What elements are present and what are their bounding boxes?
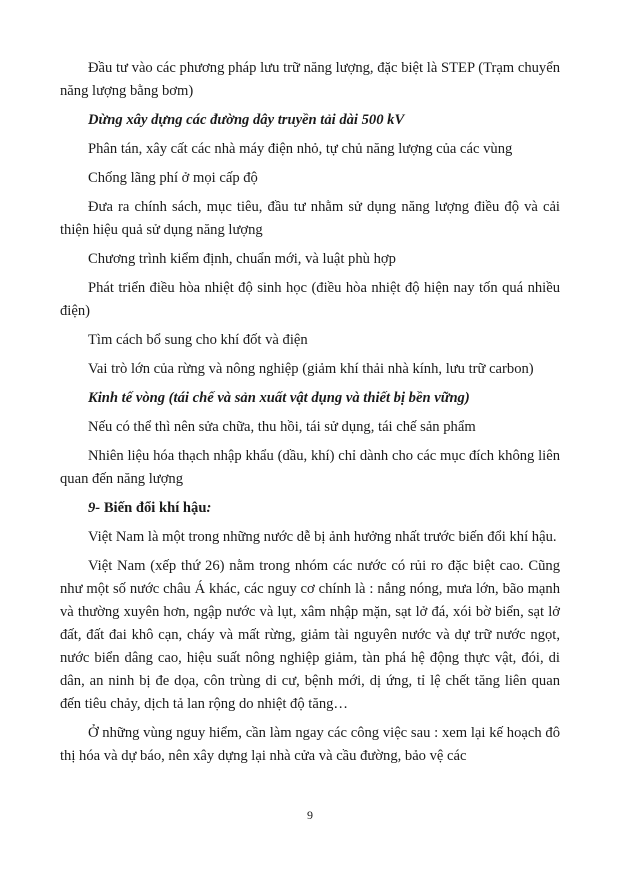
paragraph-fossil-fuels: Nhiên liệu hóa thạch nhập khẩu (dầu, khí) chỉ dành cho các mục đích không liên quan đến năng lượng [60,448,560,487]
heading-circular-economy: Kinh tế vòng (tái chế và sản xuất vật dụng và thiết bị bền vững) [88,390,470,406]
section-heading-climate-change [60,497,560,520]
paragraph-repair-recycle: Nếu có thể thì nên sửa chữa, thu hồi, tái sử dụng, tái chế sản phẩm [88,419,476,435]
page-number: 9 [307,808,313,822]
paragraph-gas-electricity: Tìm cách bổ sung cho khí đốt và điện [88,332,308,348]
heading-stop-500kv-lines: Dừng xây dựng các đường dây truyền tải dài 500 kV [88,112,405,128]
paragraph-standards-program: Chương trình kiểm định, chuẩn mới, và luật phù hợp [88,251,396,267]
page-content [60,57,560,774]
section-title: Biến đổi khí hậu [103,500,207,516]
section-number: 9- [88,500,101,516]
paragraph-energy-storage: Đầu tư vào các phương pháp lưu trữ năng lượng, đặc biệt là STEP (Trạm chuyển năng lượng bằng bơm) [60,60,560,99]
paragraph-energy-policy: Đưa ra chính sách, mục tiêu, đầu tư nhằm sử dụng năng lượng điều độ và cải thiện hiệu quả sử dụng năng lượng [60,199,560,238]
section-colon: : [206,500,212,516]
paragraph-bio-cooling: Phát triển điều hòa nhiệt độ sinh học (điều hòa nhiệt độ hiện nay tốn quá nhiều điện) [60,280,560,319]
paragraph-decentralize-plants: Phân tán, xây cất các nhà máy điện nhỏ, tự chủ năng lượng của các vùng [88,141,513,157]
paragraph-vietnam-risks: Việt Nam (xếp thứ 26) nằm trong nhóm các nước có rủi ro đặc biệt cao. Cũng như một số nước châu Á khác, các nguy cơ chính là : nắng nóng, mưa lớn, bão mạnh và thường xuyên hơn, ngập nước và lụt, xâm nhập mặn, sạt lở đá, xói bờ biển, sạt lở đất, đất đai khô cạn, cháy và mất rừng, giảm tài nguyên nước và dự trữ nước ngọt, nước biển dâng cao, hiệu suất nông nghiệp giảm, tàn phá hệ động thực vật, đói, di dân, an ninh bị đe dọa, côn trùng di cư, bệnh mới, dị ứng, tỉ lệ chết tăng liên quan đến tiêu chảy, dịch tả lan rộng do nhiệt độ tăng… [60,558,560,712]
paragraph-anti-waste: Chống lãng phí ở mọi cấp độ [88,170,258,186]
paragraph-forest-agriculture: Vai trò lớn của rừng và nông nghiệp (giảm khí thải nhà kính, lưu trữ carbon) [88,361,534,377]
paragraph-vietnam-vulnerable: Việt Nam là một trong những nước dễ bị ảnh hưởng nhất trước biến đổi khí hậu. [88,529,557,545]
paragraph-dangerous-areas: Ở những vùng nguy hiểm, cần làm ngay các công việc sau : xem lại kế hoạch đô thị hóa và dự báo, nên xây dựng lại nhà cửa và cầu đường, bảo vệ các [60,725,560,764]
